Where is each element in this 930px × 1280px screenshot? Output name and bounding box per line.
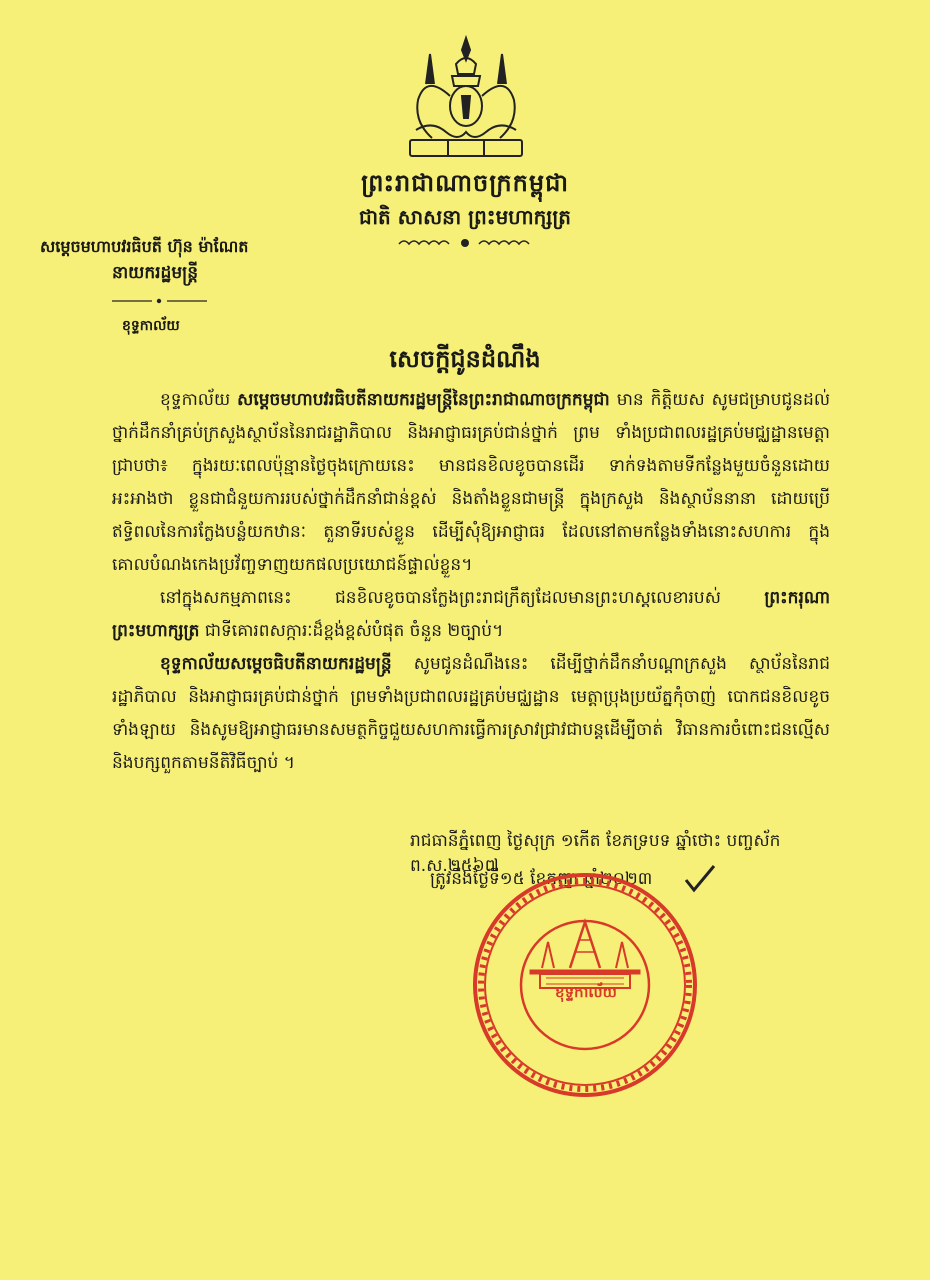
sender-office: ខុទ្ទកាល័យ — [122, 318, 180, 334]
p3-rest: សូមជូនដំណឹងនេះ ដើម្បីថ្នាក់ដឹកនាំបណ្តាក្រសួង ស្ថាប័ននៃរាជរដ្ឋាភិបាល និងអាជ្ញាធរគ្រប់ជាន់ថ្នាក់ ព្រមទាំងប្រជាពលរដ្ឋគ្រប់មជ្ឈដ្ឋាន មេត្តាប្រុងប្រយ័ត្នកុំចាញ់ បោកជនខិលខូចទាំងឡាយ និងសូមឱ្យអាជ្ញាធរមានសមត្ថកិច្ចជួយសហការធ្វើការស្រាវជ្រាវជាបន្តដើម្បីចាត់ វិធានការចំពោះជនល្មើស និងបក្សពួកតាមនីតិវិធីច្បាប់ ។ — [112, 654, 830, 773]
p1-rest: មាន កិត្តិយស សូមជម្រាបជូនដល់ថ្នាក់ដឹកនាំគ្រប់ក្រសួងស្ថាប័ននៃរាជរដ្ឋាភិបាល និងអាជ្ញាធរគ្រប់ជាន់ថ្នាក់ ព្រម ទាំងប្រជាពលរដ្ឋគ្រប់មជ្ឈដ្ឋានមេត្តាជ្រាបថា៖ ក្នុងរយៈពេលប៉ុន្មានថ្ងៃចុងក្រោយនេះ មានជនខិលខូចបានដើរ ទាក់ទងតាមទីកន្លែងមួយចំនួនដោយអះអាងថា ខ្លួនជាជំនួយការរបស់ថ្នាក់ដឹកនាំជាន់ខ្ពស់ និងតាំងខ្លួនជាមន្ត្រី ក្នុងក្រសួង និងស្ថាប័ននានា ដោយប្រើឥទ្ធិពលនៃការក្លែងបន្លំយកឋានៈ តួនាទីរបស់ខ្លួន ដើម្បីសុំឱ្យអាជ្ញាធរ ដែលនៅតាមកន្លែងទាំងនោះសហការ ក្នុងគោលបំណងកេងប្រវ័ញ្ចទាញយកផលប្រយោជន៍ផ្ទាល់ខ្លួន។ — [112, 390, 831, 575]
national-motto: ជាតិ សាសនា ព្រះមហាក្សត្រ — [359, 205, 571, 229]
solar-date: ត្រូវនឹងថ្ងៃទី១៥ ខែកញ្ញា ឆ្នាំ២០២៣ — [430, 869, 653, 889]
p2-rest: ជាទីគោរពសក្ការៈដ៏ខ្ពង់ខ្ពស់បំផុត ចំនួន ២ច្បាប់។ — [199, 621, 504, 641]
sender-name: សម្តេចមហាបវរធិបតី ហ៊ុន ម៉ាណែត — [40, 237, 249, 256]
paragraph-3 — [112, 648, 830, 780]
kingdom-heading: ព្រះរាជាណាចក្រកម្ពុជា — [361, 169, 569, 197]
ornament-divider-icon — [395, 236, 535, 250]
paragraph-2 — [112, 582, 830, 648]
p2-lead: នៅក្នុងសកម្មភាពនេះ ជនខិលខូចបានក្លែងព្រះរាជក្រឹត្យដែលមានព្រះហស្តលេខារបស់ — [160, 588, 765, 608]
p2-bold: ព្រះករុណា ព្រះមហាក្សត្រ — [112, 588, 830, 641]
p1-bold: សម្តេចមហាបវរធិបតីនាយករដ្ឋមន្ត្រីនៃព្រះរាជាណាចក្រកម្ពុជា — [237, 390, 610, 410]
p3-bold: ខុទ្ទកាល័យសម្តេចធិបតីនាយករដ្ឋមន្ត្រី — [160, 654, 392, 674]
lunar-date: រាជធានីភ្នំពេញ ថ្ងៃសុក្រ ១កើត ខែភទ្របទ ឆ្នាំថោះ បញ្ចស័ក ព.ស.២៥៦៧ — [410, 831, 781, 876]
seal-label: ខុទ្ទកាល័យ — [555, 983, 617, 1001]
document-title: សេចក្តីជូនដំណឹង — [389, 345, 541, 373]
p1-lead: ខុទ្ទកាល័យ — [160, 390, 238, 410]
royal-coat-of-arms-icon — [396, 34, 536, 164]
document-body — [112, 384, 830, 780]
paragraph-1 — [112, 384, 830, 582]
sender-divider — [112, 298, 207, 304]
sender-title: នាយករដ្ឋមន្ត្រី — [112, 263, 198, 283]
